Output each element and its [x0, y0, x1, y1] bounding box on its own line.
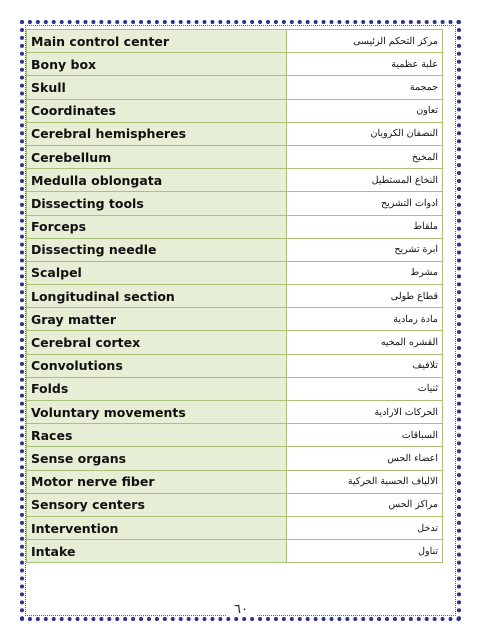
- arabic-term: النخاع المستطيل: [287, 169, 443, 192]
- english-term: Races: [27, 424, 287, 447]
- english-term: Forceps: [27, 215, 287, 238]
- vocabulary-row: [27, 285, 443, 308]
- arabic-term: مراكز الحس: [287, 493, 443, 516]
- arabic-term: النصفان الكرويان: [287, 122, 443, 145]
- english-term: Cerebellum: [27, 145, 287, 168]
- arabic-term: ادوات التشريح: [287, 192, 443, 215]
- vocabulary-row: [27, 424, 443, 447]
- arabic-term: مادة رمادية: [287, 308, 443, 331]
- arabic-term: قطاع طولى: [287, 285, 443, 308]
- vocabulary-row: [27, 493, 443, 516]
- arabic-term: القشره المخيه: [287, 331, 443, 354]
- english-term: Longitudinal section: [27, 285, 287, 308]
- vocabulary-table: [26, 29, 443, 563]
- page-number: ٦٠: [226, 602, 256, 617]
- vocabulary-row: [27, 192, 443, 215]
- arabic-term: علبة عظمية: [287, 53, 443, 76]
- arabic-term: ملقاط: [287, 215, 443, 238]
- vocabulary-row: [27, 122, 443, 145]
- arabic-term: مشرط: [287, 261, 443, 284]
- vocabulary-row: [27, 261, 443, 284]
- vocabulary-table-body: [27, 30, 443, 563]
- vocabulary-row: [27, 331, 443, 354]
- arabic-term: تدخل: [287, 516, 443, 539]
- english-term: Scalpel: [27, 261, 287, 284]
- vocabulary-row: [27, 30, 443, 53]
- vocabulary-row: [27, 516, 443, 539]
- english-term: Cerebral cortex: [27, 331, 287, 354]
- arabic-term: ثنيات: [287, 377, 443, 400]
- english-term: Sense organs: [27, 447, 287, 470]
- english-term: Gray matter: [27, 308, 287, 331]
- english-term: Cerebral hemispheres: [27, 122, 287, 145]
- arabic-term: الالياف الحسية الحركية: [287, 470, 443, 493]
- english-term: Voluntary movements: [27, 401, 287, 424]
- english-term: Dissecting needle: [27, 238, 287, 261]
- vocabulary-row: [27, 53, 443, 76]
- vocabulary-row: [27, 169, 443, 192]
- vocabulary-row: [27, 447, 443, 470]
- vocabulary-row: [27, 145, 443, 168]
- arabic-term: ابرة تشريح: [287, 238, 443, 261]
- vocabulary-row: [27, 308, 443, 331]
- arabic-term: الحركات الارادية: [287, 401, 443, 424]
- arabic-term: جمجمة: [287, 76, 443, 99]
- vocabulary-row: [27, 540, 443, 563]
- english-term: Intake: [27, 540, 287, 563]
- arabic-term: تناول: [287, 540, 443, 563]
- arabic-term: مركز التحكم الرئيسى: [287, 30, 443, 53]
- english-term: Skull: [27, 76, 287, 99]
- arabic-term: اعضاء الحس: [287, 447, 443, 470]
- vocabulary-row: [27, 238, 443, 261]
- english-term: Intervention: [27, 516, 287, 539]
- vocabulary-row: [27, 401, 443, 424]
- vocabulary-row: [27, 76, 443, 99]
- arabic-term: السباقات: [287, 424, 443, 447]
- english-term: Motor nerve fiber: [27, 470, 287, 493]
- english-term: Dissecting tools: [27, 192, 287, 215]
- arabic-term: تلافيف: [287, 354, 443, 377]
- english-term: Sensory centers: [27, 493, 287, 516]
- english-term: Convolutions: [27, 354, 287, 377]
- arabic-term: تعاون: [287, 99, 443, 122]
- vocabulary-row: [27, 470, 443, 493]
- vocabulary-row: [27, 354, 443, 377]
- english-term: Bony box: [27, 53, 287, 76]
- arabic-term: المخيخ: [287, 145, 443, 168]
- english-term: Folds: [27, 377, 287, 400]
- english-term: Coordinates: [27, 99, 287, 122]
- vocabulary-row: [27, 377, 443, 400]
- vocabulary-row: [27, 99, 443, 122]
- vocabulary-row: [27, 215, 443, 238]
- english-term: Main control center: [27, 30, 287, 53]
- english-term: Medulla oblongata: [27, 169, 287, 192]
